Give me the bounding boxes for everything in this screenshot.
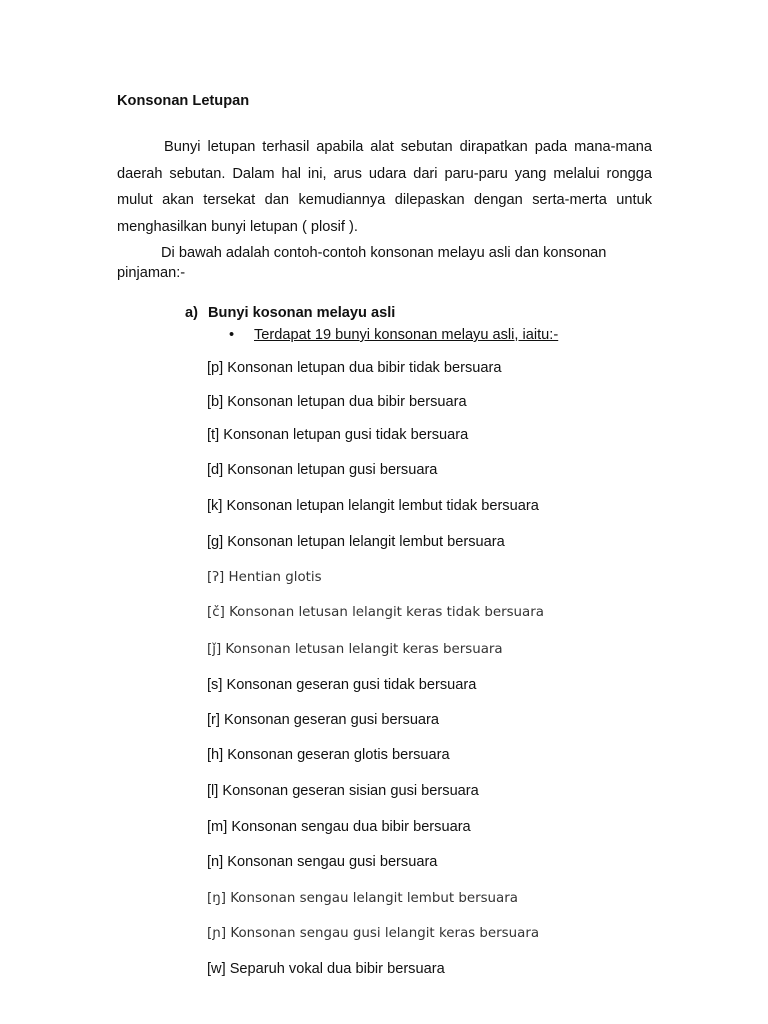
consonant-item: [t] Konsonan letupan gusi tidak bersuara	[207, 427, 469, 443]
consonant-item: [r] Konsonan geseran gusi bersuara	[207, 712, 440, 728]
consonant-item: [m] Konsonan sengau dua bibir bersuara	[207, 819, 471, 835]
section-heading	[185, 305, 395, 321]
consonant-item: [g] Konsonan letupan lelangit lembut bersuara	[207, 534, 505, 550]
consonant-item: [l] Konsonan geseran sisian gusi bersuara	[207, 783, 479, 799]
consonant-item: [h] Konsonan geseran glotis bersuara	[207, 747, 450, 763]
consonant-item: [s] Konsonan geseran gusi tidak bersuara	[207, 677, 477, 693]
consonant-item: [d] Konsonan letupan gusi bersuara	[207, 462, 438, 478]
consonant-item: [ǰ] Konsonan letusan lelangit keras bersuara	[207, 642, 503, 657]
section-heading-text: Bunyi kosonan melayu asli	[208, 305, 396, 321]
consonant-item: [k] Konsonan letupan lelangit lembut tidak bersuara	[207, 498, 539, 514]
consonant-item: [b] Konsonan letupan dua bibir bersuara	[207, 394, 467, 410]
section-marker: a)	[185, 305, 198, 321]
page-title: Konsonan Letupan	[117, 93, 250, 109]
bullet-text: Terdapat 19 bunyi konsonan melayu asli, iaitu:-	[254, 327, 559, 343]
intro-paragraph: Bunyi letupan terhasil apabila alat sebutan dirapatkan pada mana-mana daerah sebutan. Dalam hal ini, arus udara dari paru-paru yang melalui rongga mulut akan tersekat dan kemudiannya dilepaskan dengan serta-merta untuk menghasilkan bunyi letupan ( plosif ).	[117, 139, 652, 235]
bullet-item	[229, 327, 558, 343]
consonant-item: [ɲ] Konsonan sengau gusi lelangit keras bersuara	[207, 926, 540, 941]
consonant-item: [č] Konsonan letusan lelangit keras tidak bersuara	[207, 605, 544, 620]
examples-paragraph: Di bawah adalah contoh-contoh konsonan melayu asli dan konsonan pinjaman:-	[117, 245, 607, 281]
consonant-item: [ʔ] Hentian glotis	[207, 570, 322, 585]
consonant-item: [n] Konsonan sengau gusi bersuara	[207, 854, 438, 870]
consonant-item: [w] Separuh vokal dua bibir bersuara	[207, 961, 445, 977]
consonant-item: [ŋ] Konsonan sengau lelangit lembut bersuara	[207, 891, 518, 906]
bullet-icon: •	[229, 327, 235, 343]
consonant-item: [p] Konsonan letupan dua bibir tidak bersuara	[207, 360, 502, 376]
